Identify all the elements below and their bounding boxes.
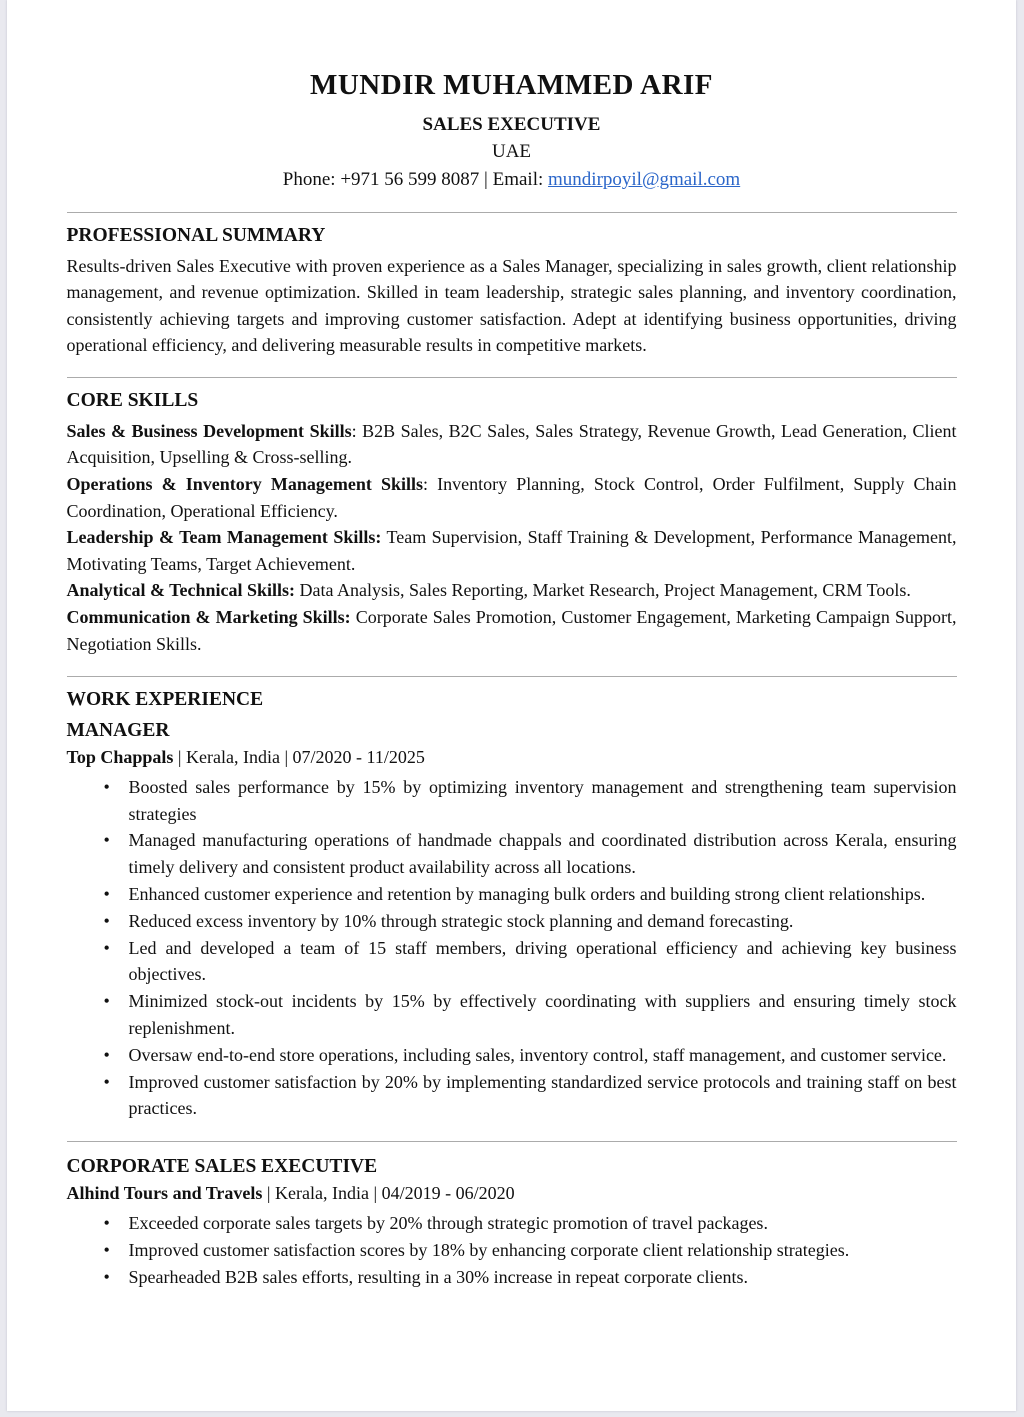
job-bullet: • Enhanced customer experience and retention by managing bulk orders and building strong client relationships. — [67, 881, 957, 908]
job-bullet: • Improved customer satisfaction scores by 18% by enhancing corporate client relationship strategies. — [67, 1237, 957, 1264]
skill-category-items: : Inventory Planning, Stock Control, Order Fulfilment, Supply Chain Coordination, Operational Efficiency. — [66, 474, 957, 521]
company-name: Top Chappals — [66, 746, 174, 767]
skill-category-label: Analytical & Technical Skills: — [66, 580, 296, 601]
section-job-corporate-sales-executive — [67, 1141, 957, 1291]
job-company-line — [67, 1180, 957, 1207]
skill-category-line — [67, 524, 957, 577]
contact-line — [67, 166, 957, 194]
skill-category-items: : B2B Sales, B2C Sales, Sales Strategy, Revenue Growth, Lead Generation, Client Acquisition, Upselling & Cross-selling. — [66, 420, 957, 468]
resume-header — [67, 68, 957, 193]
job-bullet: • Improved customer satisfaction by 20% by implementing standardized service protocols and training staff on best practices. — [67, 1069, 957, 1123]
job-meta: | Kerala, India | 04/2019 - 06/2020 — [262, 1183, 515, 1204]
resume-page — [7, 0, 1016, 1411]
skill-category-line — [67, 418, 957, 471]
skill-category-items: Data Analysis, Sales Reporting, Market Research, Project Management, CRM Tools. — [295, 580, 911, 601]
job-bullet: • Managed manufacturing operations of handmade chappals and coordinated distribution across Kerala, ensuring timely delivery and consistent product availability across all locations. — [67, 827, 957, 881]
company-name: Alhind Tours and Travels — [66, 1183, 263, 1204]
job-bullet: • Exceeded corporate sales targets by 20% through strategic promotion of travel packages. — [67, 1210, 957, 1237]
job-bullet: • Minimized stock-out incidents by 15% by effectively coordinating with suppliers and ensuring timely stock replenishment. — [67, 988, 957, 1042]
job-bullet-list — [67, 1210, 957, 1290]
core-skills-list — [67, 418, 957, 657]
section-professional-summary — [67, 212, 957, 358]
professional-summary-heading: PROFESSIONAL SUMMARY — [66, 225, 326, 247]
section-work-experience — [67, 676, 957, 1122]
candidate-title: SALES EXECUTIVE — [422, 113, 601, 135]
skill-category-label: Leadership & Team Management Skills: — [66, 527, 382, 548]
skill-category-line — [67, 604, 957, 657]
job-bullet: • Led and developed a team of 15 staff members, driving operational efficiency and achieving key business objectives. — [67, 935, 957, 989]
contact-separator: | — [484, 168, 488, 190]
job-role: MANAGER — [66, 719, 170, 741]
professional-summary-text: Results-driven Sales Executive with proven experience as a Sales Manager, specializing in sales growth, client relationship management, and revenue optimization. Skilled in team leadership, strategic sales planning, and inventory coordination, consistently achieving targets and improving customer satisfaction. Adept at identifying business opportunities, driving operational efficiency, and delivering measurable results in competitive markets. — [66, 255, 957, 356]
skill-category-label: Operations & Inventory Management Skills — [66, 474, 424, 494]
email-link[interactable]: mundirpoyil@gmail.com — [548, 168, 741, 190]
skill-category-items: Corporate Sales Promotion, Customer Engagement, Marketing Campaign Support, Negotiation Skills. — [66, 606, 957, 654]
job-bullet: • Reduced excess inventory by 10% through strategic stock planning and demand forecasting. — [67, 908, 957, 935]
phone-number: +971 56 599 8087 — [340, 168, 480, 190]
resume-content — [67, 0, 957, 1291]
job-bullet: • Oversaw end-to-end store operations, including sales, inventory control, staff management, and customer service. — [67, 1042, 957, 1069]
candidate-location: UAE — [491, 141, 532, 163]
core-skills-heading: CORE SKILLS — [66, 390, 199, 412]
job-bullet-list — [67, 774, 957, 1122]
job-meta: | Kerala, India | 07/2020 - 11/2025 — [173, 746, 425, 767]
job-company-line — [67, 744, 957, 771]
candidate-name: MUNDIR MUHAMMED ARIF — [309, 69, 714, 101]
skill-category-line — [67, 577, 957, 604]
section-core-skills — [67, 377, 957, 657]
skill-category-label: Communication & Marketing Skills: — [66, 606, 351, 627]
job-bullet: • Spearheaded B2B sales efforts, resulting in a 30% increase in repeat corporate clients. — [67, 1264, 957, 1291]
skill-category-items: Team Supervision, Staff Training & Development, Performance Management, Motivating Teams, Target Achievement. — [66, 527, 957, 574]
skill-category-line — [67, 471, 957, 524]
work-experience-heading: WORK EXPERIENCE — [66, 689, 264, 711]
job-bullet: • Boosted sales performance by 15% by optimizing inventory management and strengthening team supervision strategies — [67, 774, 957, 828]
email-label: Email: — [492, 168, 544, 190]
skill-category-label: Sales & Business Development Skills — [66, 420, 352, 441]
job-role: CORPORATE SALES EXECUTIVE — [66, 1156, 378, 1178]
phone-label: Phone: — [282, 168, 336, 190]
